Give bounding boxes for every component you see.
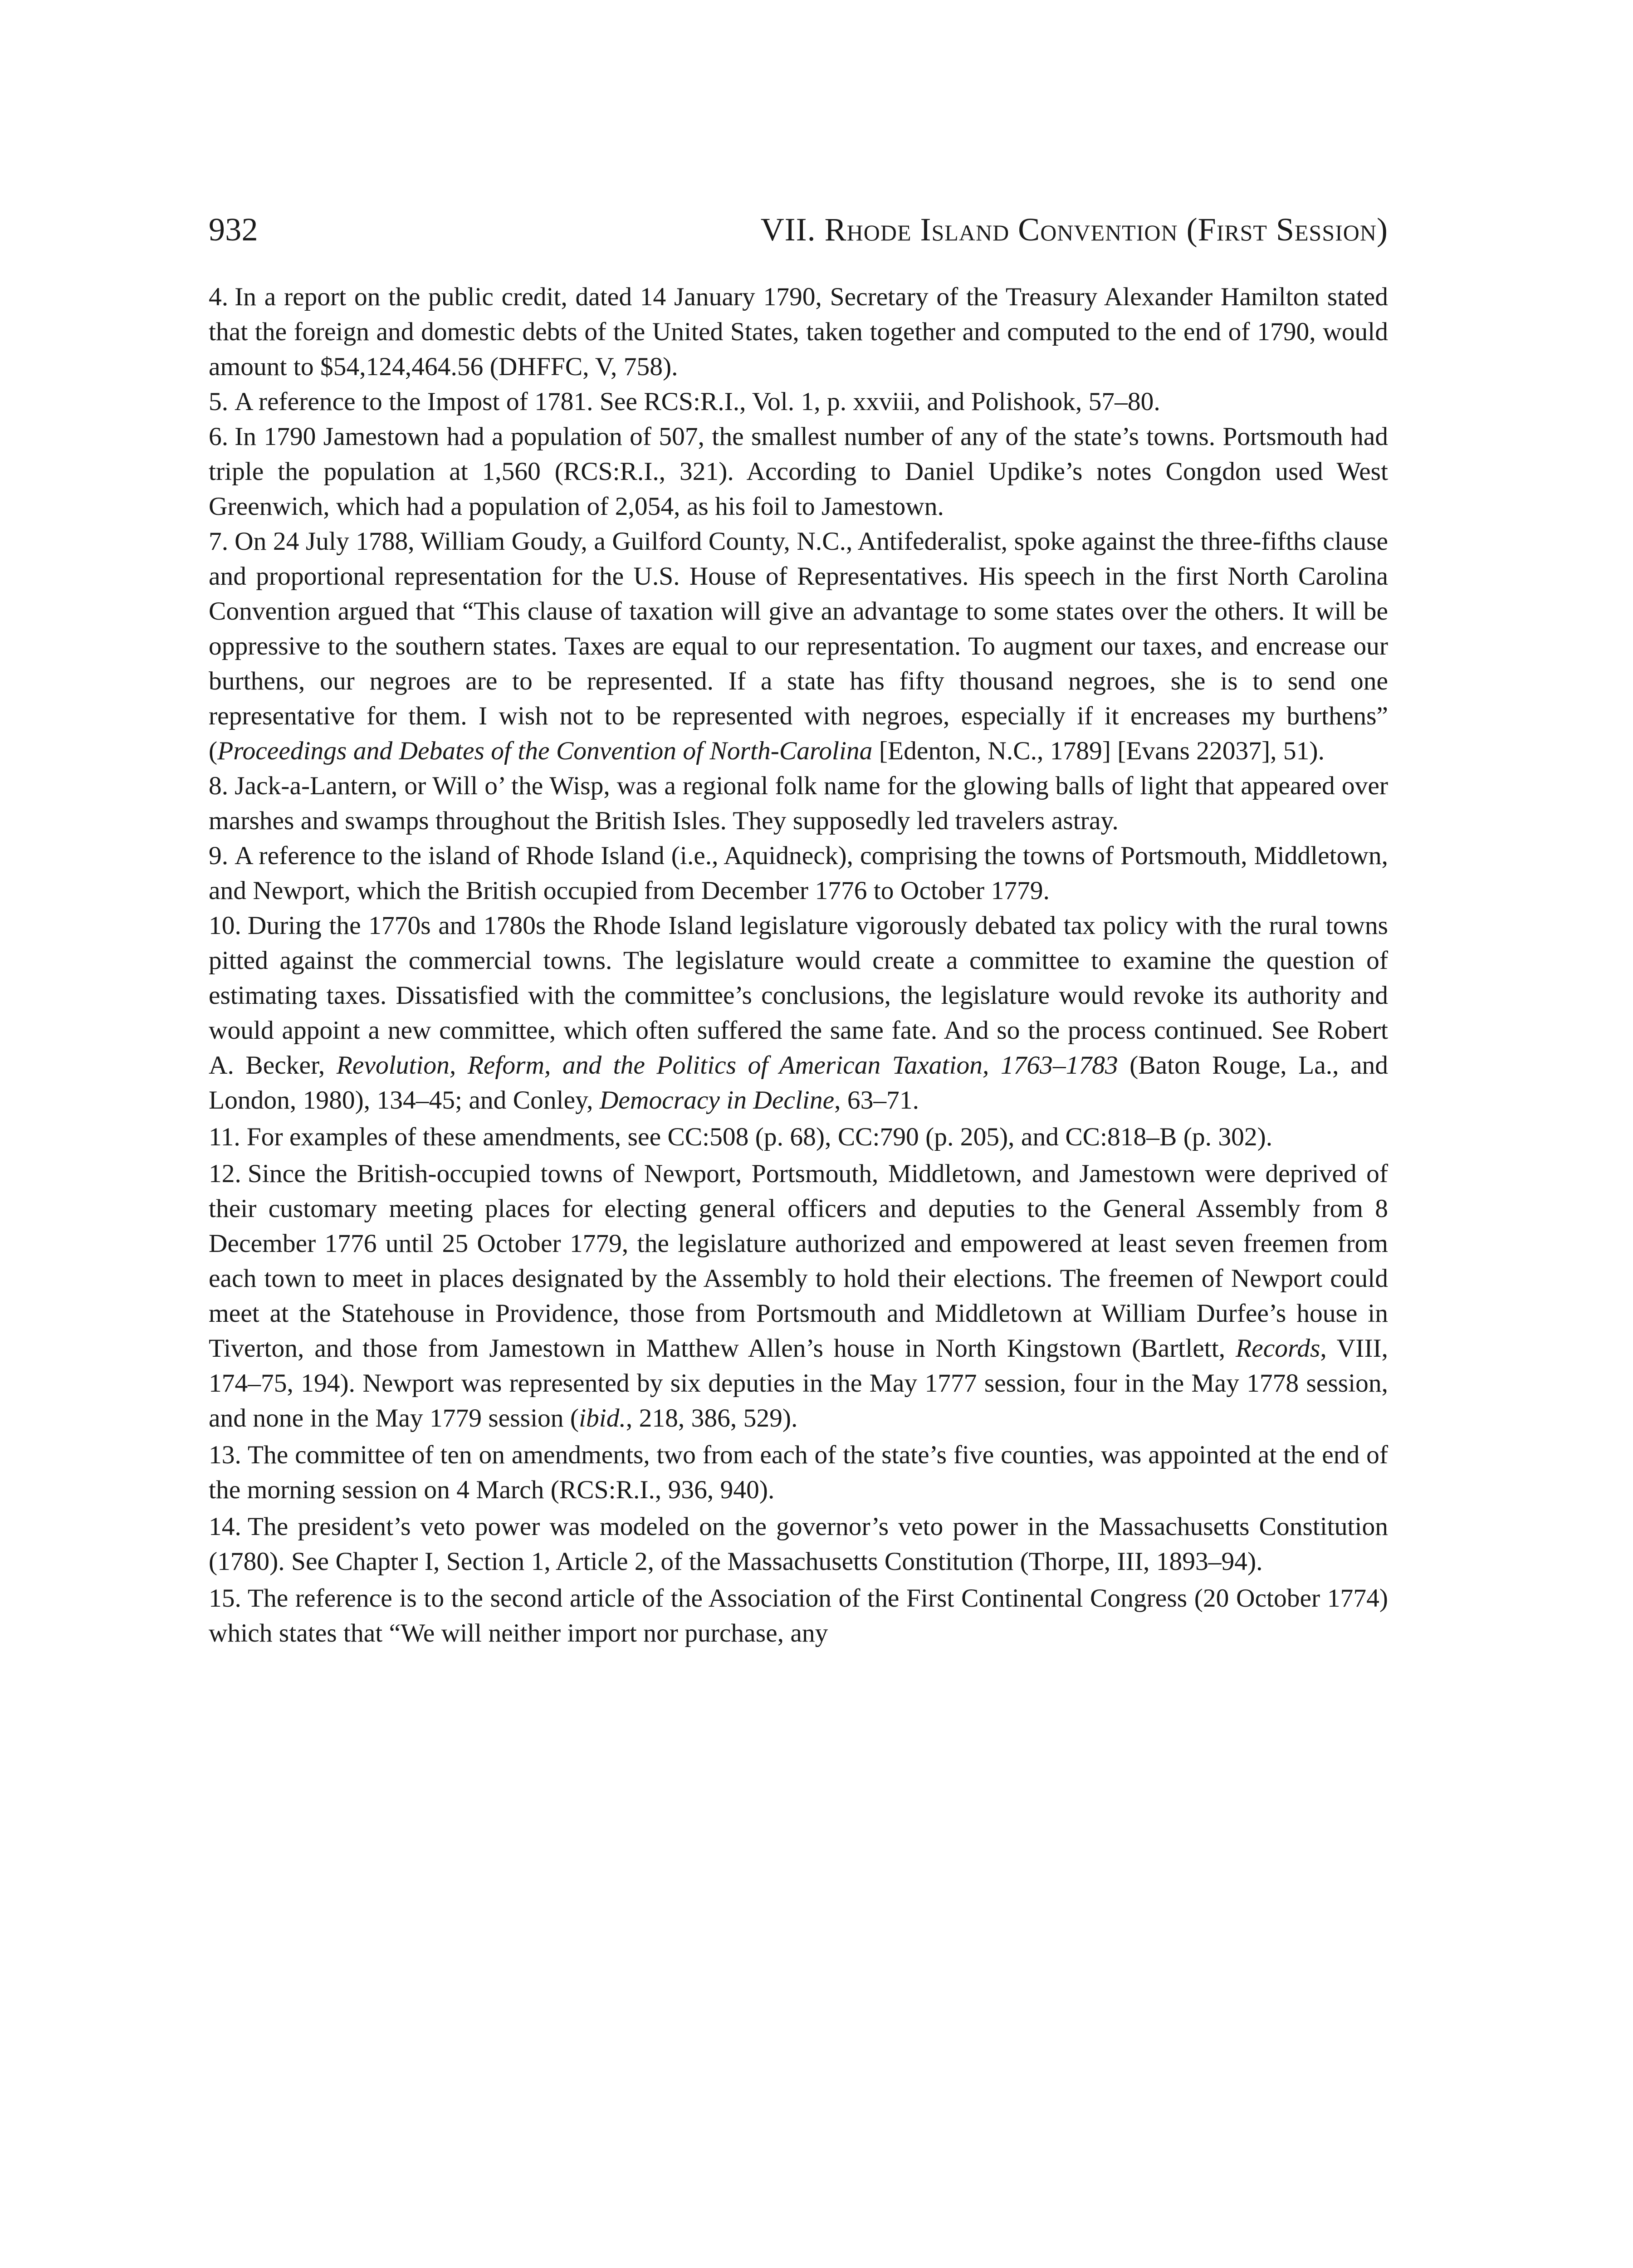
endnote-number: 5. [209, 387, 229, 416]
endnote-number: 13. [209, 1441, 241, 1469]
endnote-text: , 218, 386, 529). [626, 1404, 798, 1432]
endnote-text: The president’s veto power was modeled on the governor’s veto power in the Massachusetts Constitution (1780). See Chapter I, Section 1, Article 2, of the Massachusetts Constitution (Thorpe, III, 1893–94). [209, 1512, 1388, 1576]
endnote-text: A reference to the island of Rhode Island (i.e., Aquidneck), comprising the towns of Portsmouth, Middletown, and Newport, which the British occupied from December 1776 to October 1779. [209, 841, 1388, 905]
endnote-number: 9. [209, 841, 229, 870]
endnote-text: Jack-a-Lantern, or Will o’ the Wisp, was a regional folk name for the glowing balls of light that appeared over marshes and swamps throughout the British Isles. They supposedly led travelers astray. [209, 772, 1388, 835]
endnote-13 [209, 1437, 1388, 1507]
endnote-number: 6. [209, 422, 229, 451]
endnote-7 [209, 524, 1388, 768]
endnote-number: 7. [209, 527, 229, 556]
endnote-citation-title: ibid. [579, 1404, 626, 1432]
running-head [209, 213, 1388, 246]
endnotes [209, 279, 1388, 1651]
endnote-5 [209, 384, 1388, 419]
endnote-citation-title: Democracy in Decline [599, 1086, 835, 1114]
endnote-10 [209, 908, 1388, 1118]
endnote-text: The committee of ten on amendments, two from each of the state’s five counties, was appointed at the end of the morning session on 4 March (RCS:R.I., 936, 940). [209, 1441, 1388, 1504]
endnote-text: , VIII, 174–75, 194). Newport was represented by six deputies in the May 1777 session, four in the May 1778 session, and none in the May 1779 session ( [209, 1334, 1388, 1432]
endnote-citation-title: Revolution, Reform, and the Politics of American Taxation, 1763–1783 [336, 1051, 1118, 1080]
endnote-number: 15. [209, 1584, 241, 1613]
endnote-text: , 63–71. [834, 1086, 919, 1114]
endnote-text: The reference is to the second article of the Association of the First Continental Congress (20 October 1774) which states that “We will neither import nor purchase, any [209, 1584, 1388, 1647]
endnote-text: During the 1770s and 1780s the Rhode Island legislature vigorously debated tax policy with the rural towns pitted against the commercial towns. The legislature would create a committee to examine the question of estimating taxes. Dissatisfied with the committee’s conclusions, the legislature would revoke its authority and would appoint a new committee, which often suffered the same fate. And so the process continued. See Robert A. Becker, [209, 911, 1388, 1080]
endnote-citation-title: Proceedings and Debates of the Convention of North-Carolina [217, 737, 873, 765]
endnote-12 [209, 1156, 1388, 1436]
endnote-text: A reference to the Impost of 1781. See RCS:R.I., Vol. 1, p. xxviii, and Polishook, 57–80. [235, 387, 1160, 416]
endnote-number: 11. [209, 1123, 240, 1151]
endnote-number: 12. [209, 1159, 241, 1188]
endnote-text: On 24 July 1788, William Goudy, a Guilford County, N.C., Antifederalist, spoke against the three-fifths clause and proportional representation for the U.S. House of Representatives. His speech in the first North Carolina Convention argued that “This clause of taxation will give an advantage to some states over the others. It will be oppressive to the southern states. Taxes are equal to our representation. To augment our taxes, and encrease our burthens, our negroes are to be represented. If a state has fifty thousand negroes, she is to send one representative for them. I wish not to be represented with negroes, especially if it encreases my burthens” ( [209, 527, 1388, 765]
endnote-number: 10. [209, 911, 241, 940]
running-head-title: VII. Rhode Island Convention (First Session) [760, 211, 1388, 248]
endnote-number: 14. [209, 1512, 241, 1541]
endnote-6 [209, 419, 1388, 524]
endnote-number: 8. [209, 772, 229, 800]
endnote-text: [Edenton, N.C., 1789] [Evans 22037], 51). [872, 737, 1325, 765]
endnote-4 [209, 279, 1388, 384]
endnote-text: For examples of these amendments, see CC:508 (p. 68), CC:790 (p. 205), and CC:818–B (p. 302). [246, 1123, 1273, 1151]
page-number: 932 [209, 211, 258, 248]
document-page [209, 213, 1388, 1651]
endnote-9 [209, 838, 1388, 908]
endnote-text: Since the British-occupied towns of Newport, Portsmouth, Middletown, and Jamestown were deprived of their customary meeting places for electing general officers and deputies to the General Assembly from 8 December 1776 until 25 October 1779, the legislature authorized and empowered at least seven freemen from each town to meet in places designated by the Assembly to hold their elections. The freemen of Newport could meet at the Statehouse in Providence, those from Portsmouth and Middletown at William Durfee’s house in Tiverton, and those from Jamestown in Matthew Allen’s house in North Kingstown (Bartlett, [209, 1159, 1388, 1363]
endnote-text: In 1790 Jamestown had a population of 507, the smallest number of any of the state’s towns. Portsmouth had triple the population at 1,560 (RCS:R.I., 321). According to Daniel Updike’s notes Congdon used West Greenwich, which had a population of 2,054, as his foil to Jamestown. [209, 422, 1388, 521]
endnote-text: In a report on the public credit, dated 14 January 1790, Secretary of the Treasury Alexander Hamilton stated that the foreign and domestic debts of the United States, taken together and computed to the end of 1790, would amount to $54,124,464.56 (DHFFC, V, 758). [209, 283, 1388, 381]
endnote-14 [209, 1509, 1388, 1579]
endnote-8 [209, 768, 1388, 838]
endnote-text: (Baton Rouge, La., and London, 1980), 134–45; and Conley, [209, 1051, 1388, 1114]
endnote-number: 4. [209, 283, 229, 311]
endnote-15 [209, 1581, 1388, 1651]
endnote-11 [209, 1119, 1388, 1154]
endnote-citation-title: Records [1236, 1334, 1320, 1363]
